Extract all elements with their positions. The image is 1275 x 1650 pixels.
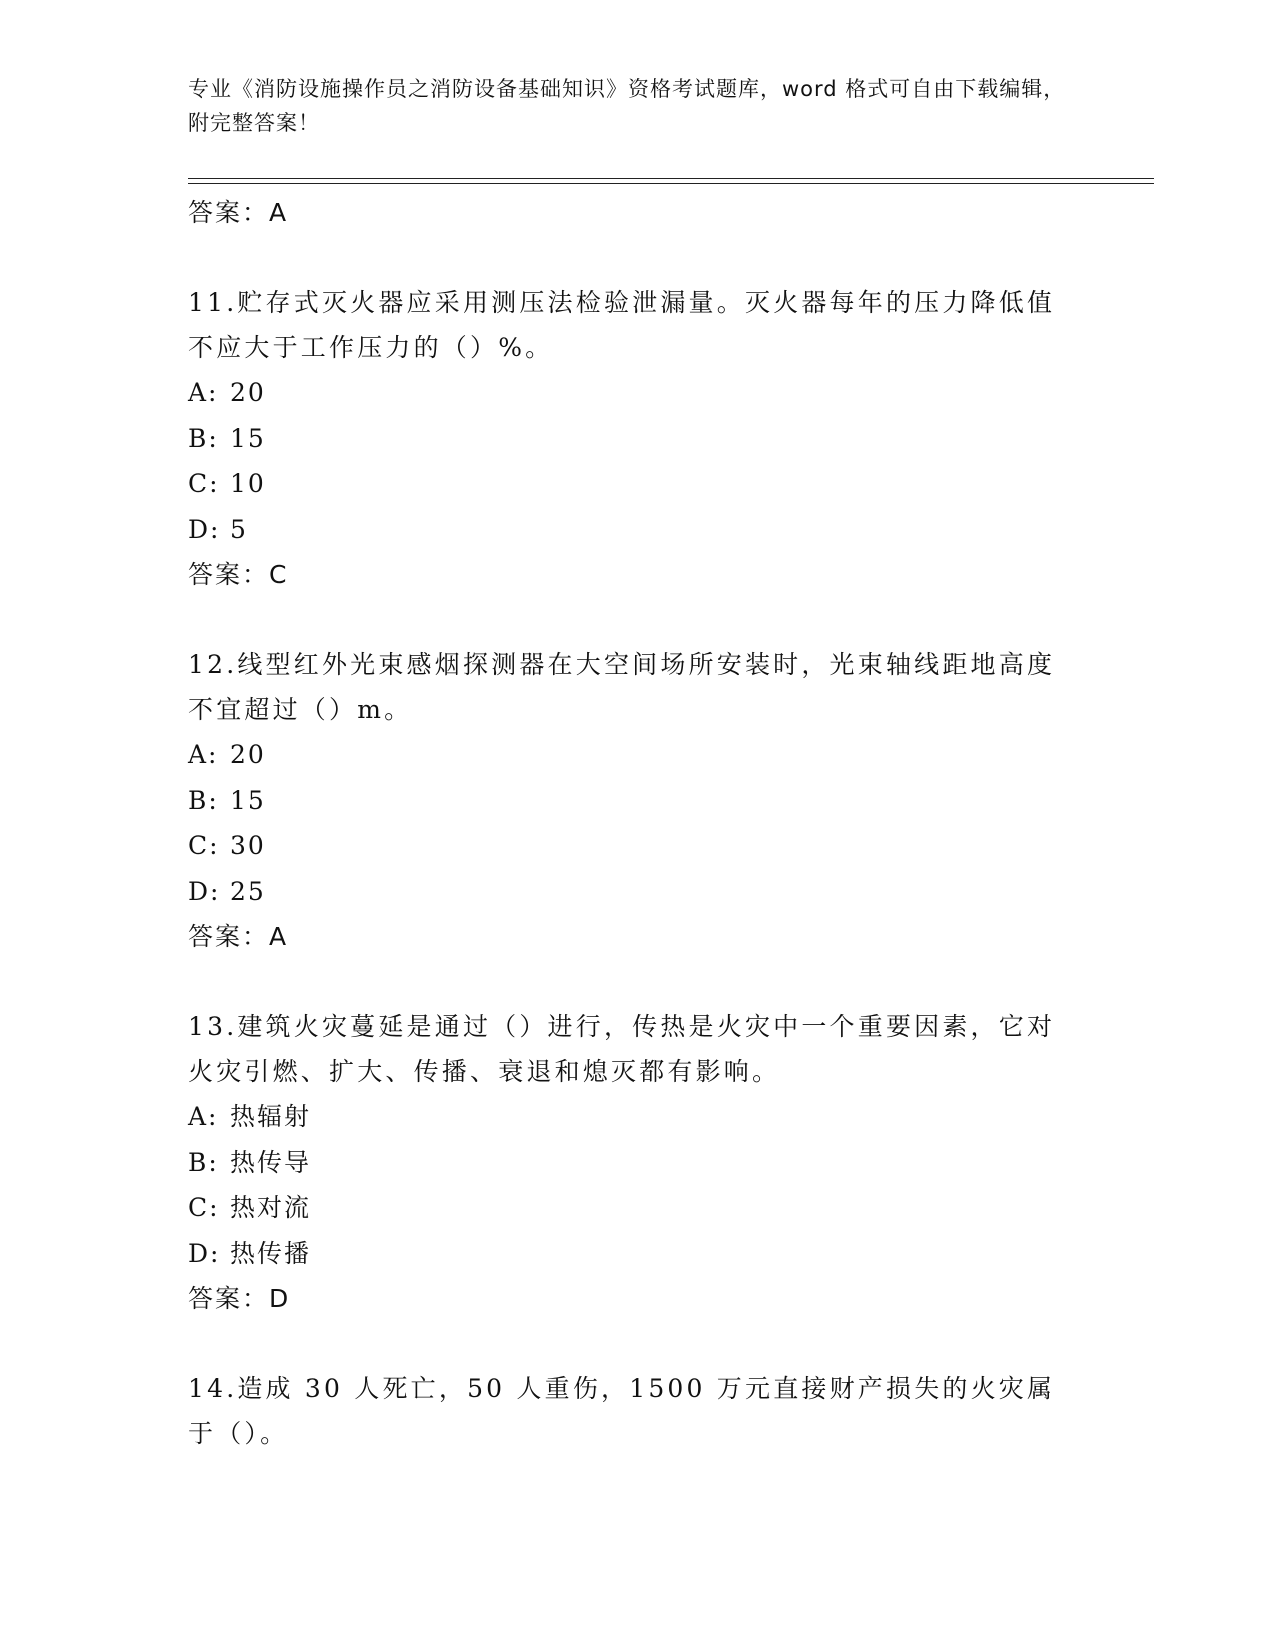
document-header: 专业《消防设施操作员之消防设备基础知识》资格考试题库，word 格式可自由下载编辑，附完整答案！	[188, 77, 1066, 135]
option-a: A: 20	[188, 740, 266, 769]
answer-line: 答案：A	[188, 922, 289, 951]
option-c: C: 10	[188, 469, 266, 498]
question-stem: 12.线型红外光束感烟探测器在大空间场所安装时，光束轴线距地高度不宜超过（）m。	[188, 650, 1056, 724]
option-a: A: 热辐射	[188, 1102, 312, 1131]
option-b: B: 15	[188, 785, 266, 815]
question-block	[188, 280, 1088, 598]
option-a: A: 20	[188, 378, 266, 407]
option-c: C: 热对流	[188, 1193, 312, 1222]
option-b: B: 15	[188, 423, 266, 453]
question-stem: 11.贮存式灭火器应采用测压法检验泄漏量。灭火器每年的压力降低值不应大于工作压力的（）%。	[188, 288, 1056, 362]
option-b: B: 热传导	[188, 1147, 312, 1177]
question-stem: 13.建筑火灾蔓延是通过（）进行，传热是火灾中一个重要因素，它对火灾引燃、扩大、传播、衰退和熄灭都有影响。	[188, 1012, 1056, 1086]
header-rule-bottom	[188, 183, 1154, 184]
option-d: D: 5	[188, 514, 248, 544]
option-d: D: 热传播	[188, 1238, 312, 1268]
answer-line: 答案：C	[188, 560, 289, 589]
previous-answer: 答案：A	[188, 198, 289, 227]
question-stem: 14.造成 30 人死亡，50 人重伤，1500 万元直接财产损失的火灾属于（）。	[188, 1374, 1056, 1448]
option-c: C: 30	[188, 831, 266, 860]
answer-line: 答案：D	[188, 1284, 291, 1313]
question-list	[188, 190, 1088, 1456]
option-d: D: 25	[188, 876, 266, 906]
question-block	[188, 1004, 1088, 1322]
header-rule-top	[188, 178, 1154, 179]
question-block	[188, 642, 1088, 960]
question-block	[188, 1366, 1088, 1456]
